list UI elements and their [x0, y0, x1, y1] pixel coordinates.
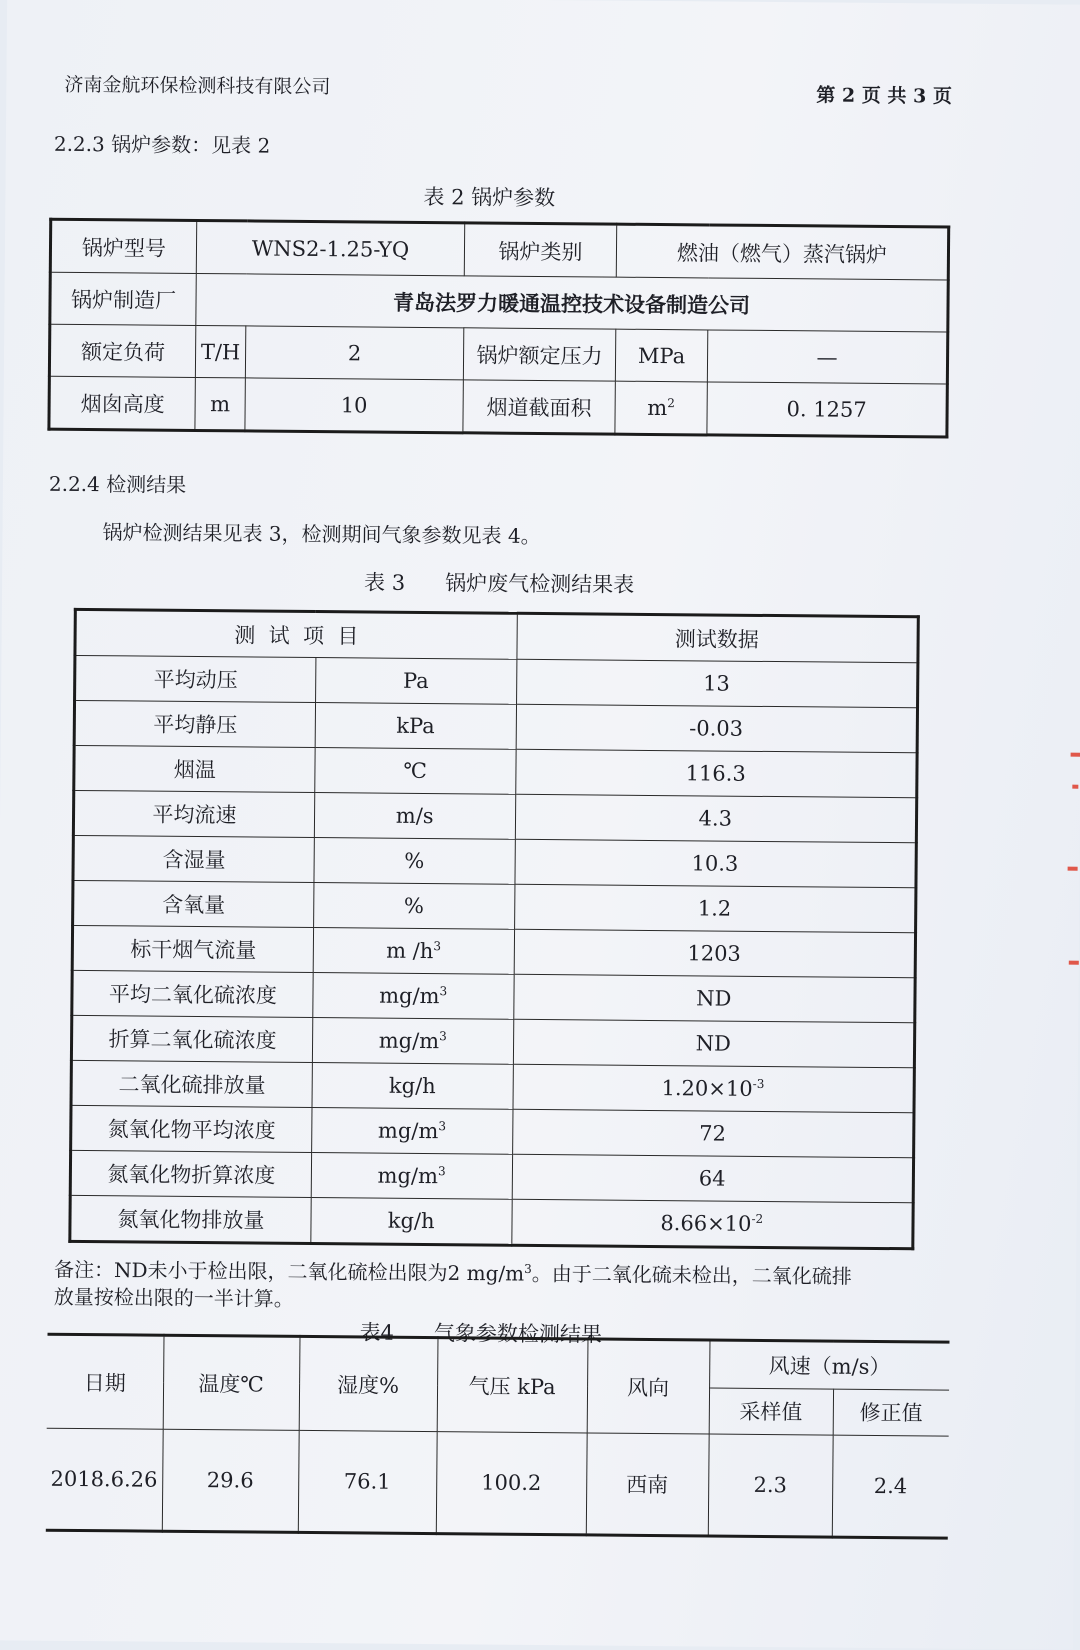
- value-text: ND: [695, 1031, 732, 1056]
- table2-caption: 表 2 锅炉参数: [423, 184, 556, 211]
- item-cell: 平均二氧化硫浓度: [72, 970, 313, 1017]
- header-data: 测试数据: [516, 613, 918, 663]
- table-row: [71, 1015, 914, 1067]
- unit-cell: [314, 793, 515, 840]
- humidity-cell: 76.1: [298, 1430, 437, 1533]
- date-cell: 2018.6.26: [46, 1428, 163, 1531]
- note-text-a: 备注：ND未小于检出限，二氧化硫检出限为2 mg/m: [53, 1257, 525, 1286]
- item-cell: 平均动压: [75, 655, 316, 702]
- value-cell: 0. 1257: [707, 382, 947, 437]
- item-cell: 含湿量: [73, 835, 314, 882]
- item-cell: 氮氧化物排放量: [70, 1195, 311, 1243]
- label-cell: 锅炉型号: [50, 219, 196, 273]
- item-cell: 烟温: [74, 745, 315, 792]
- header-humidity: 湿度%: [299, 1336, 438, 1431]
- value-text: -0.03: [689, 716, 744, 741]
- unit-superscript: 3: [433, 939, 442, 954]
- header-temperature: 温度℃: [163, 1335, 300, 1430]
- unit-text: %: [404, 848, 425, 873]
- item-cell: 氮氧化物折算浓度: [70, 1150, 311, 1197]
- temperature-cell: 29.6: [162, 1429, 299, 1532]
- unit-cell: [311, 1108, 512, 1155]
- unit-text: m/s: [395, 803, 434, 829]
- unit-cell: T/H: [195, 325, 245, 377]
- header-sampled-value: 采样值: [709, 1388, 833, 1436]
- unit-text: Pa: [402, 668, 429, 694]
- table-row: [73, 790, 916, 842]
- unit-superscript: 3: [437, 1164, 446, 1179]
- item-cell: 折算二氧化硫浓度: [71, 1015, 312, 1062]
- unit-superscript: 2: [667, 395, 676, 410]
- table-row: [75, 655, 918, 707]
- table-row: [71, 1060, 914, 1112]
- value-text: 64: [698, 1166, 726, 1191]
- unit-cell: [311, 1198, 512, 1246]
- value-text: 4.3: [698, 806, 733, 831]
- value-cell: [516, 704, 918, 753]
- unit-text: kPa: [396, 713, 435, 739]
- value-cell: [514, 884, 916, 933]
- value-cell: 青岛法罗力暖通温控技术设备制造公司: [196, 273, 948, 332]
- value-cell: [513, 1019, 915, 1068]
- item-cell: 含氧量: [73, 880, 314, 927]
- item-cell: 标干烟气流量: [72, 925, 313, 972]
- header-wind-direction: 风向: [587, 1339, 710, 1434]
- boiler-parameters-table: [47, 218, 950, 439]
- unit-cell: m: [195, 377, 245, 430]
- unit-text: mg/m: [377, 1163, 439, 1189]
- value-text: 1.2: [697, 896, 732, 921]
- value-cell: 2: [245, 326, 463, 380]
- value-cell: [515, 794, 917, 843]
- table-row: [49, 376, 947, 437]
- unit-cell: MPa: [615, 329, 707, 382]
- item-cell: 平均流速: [73, 790, 314, 837]
- unit-text: %: [403, 893, 425, 918]
- value-cell: WNS2-1.25-YQ: [196, 220, 464, 275]
- header-date: 日期: [47, 1334, 164, 1429]
- table-header-row: [75, 609, 918, 662]
- unit-superscript: 3: [438, 1119, 447, 1134]
- value-text: 116.3: [685, 761, 746, 786]
- sampled-value-cell: 2.3: [708, 1434, 833, 1537]
- value-cell: [515, 839, 917, 888]
- results-intro: 锅炉检测结果见表 3，检测期间气象参数见表 4。: [102, 520, 541, 548]
- header-item: 测 试 项 目: [75, 609, 517, 659]
- unit-cell: [314, 838, 515, 885]
- stamp-edge-mark: [1069, 961, 1079, 965]
- corrected-value-cell: 2.4: [832, 1435, 949, 1538]
- table-row: [70, 1150, 913, 1202]
- unit-text: mg/m: [377, 1118, 439, 1144]
- header-corrected-value: 修正值: [833, 1389, 949, 1436]
- table3-caption: 表 3 锅炉废气检测结果表: [363, 570, 635, 597]
- table-row: [72, 970, 915, 1022]
- unit-cell: [312, 1018, 513, 1065]
- table-row: [73, 835, 916, 887]
- pressure-cell: 100.2: [436, 1432, 587, 1535]
- note-text-b: 。由于二氧化硫未检出，二氧化硫排: [531, 1261, 852, 1289]
- value-cell: 燃油（燃气）蒸汽锅炉: [616, 224, 948, 280]
- value-text: 1.20×10: [661, 1076, 753, 1101]
- exhaust-results-table: [68, 608, 920, 1250]
- wind-direction-cell: 西南: [586, 1433, 709, 1536]
- value-text: 8.66×10: [660, 1211, 752, 1236]
- table-row: [74, 745, 917, 797]
- stamp-edge-mark: [1072, 785, 1078, 789]
- value-cell: [512, 1109, 914, 1158]
- value-text: 13: [703, 671, 730, 696]
- note-superscript: 3: [524, 1261, 532, 1276]
- value-cell: [512, 1154, 914, 1203]
- label-cell: 额定负荷: [49, 324, 195, 377]
- value-cell: [513, 1064, 915, 1113]
- unit-cell: [315, 658, 516, 705]
- weather-parameters-table: [46, 1333, 950, 1540]
- header-pressure: 气压 kPa: [437, 1338, 588, 1433]
- unit-text: mg/m: [378, 1028, 440, 1054]
- unit-cell: [313, 928, 514, 975]
- section-heading-224: 2.2.4 检测结果: [48, 471, 187, 497]
- value-cell: [516, 659, 918, 708]
- unit-text: mg/m: [379, 983, 440, 1009]
- unit-cell: [313, 973, 514, 1020]
- label-cell: 锅炉制造厂: [50, 272, 196, 325]
- stamp-edge-mark: [1068, 867, 1078, 871]
- table-row: [74, 700, 917, 752]
- value-superscript: -3: [752, 1076, 765, 1091]
- unit-cell: [311, 1153, 512, 1200]
- value-cell: [514, 929, 916, 978]
- label-cell: 烟道截面积: [463, 380, 615, 434]
- label-cell: 烟囱高度: [49, 376, 195, 430]
- table4-caption: 表4 气象参数检测结果: [359, 1320, 603, 1347]
- item-cell: 平均静压: [74, 700, 315, 747]
- header-wind-speed: 风速（m/s）: [709, 1340, 949, 1390]
- unit-text: ℃: [403, 758, 427, 784]
- unit-cell: [312, 1063, 513, 1110]
- table-row: [70, 1195, 913, 1248]
- stamp-edge-mark: [1071, 753, 1080, 757]
- table-row: [50, 219, 948, 280]
- label-cell: 锅炉类别: [464, 223, 616, 277]
- unit-text: kg/h: [388, 1073, 436, 1099]
- table-row: [73, 880, 916, 932]
- table-row: [46, 1428, 949, 1538]
- value-cell: 10: [245, 378, 463, 433]
- unit-cell: [315, 703, 516, 750]
- section-heading-223: 2.2.3 锅炉参数：见表 2: [53, 131, 271, 158]
- note-line-2: 放量按检出限的一半计算。: [53, 1284, 294, 1311]
- unit-superscript: 3: [439, 1029, 447, 1044]
- value-text: 72: [699, 1121, 727, 1146]
- item-cell: 氮氧化物平均浓度: [71, 1105, 312, 1152]
- value-cell: [515, 749, 917, 798]
- table-row: [50, 272, 948, 332]
- unit-text: m /h: [386, 938, 434, 964]
- company-name: 济南金航环保检测科技有限公司: [64, 73, 331, 99]
- unit-cell: [313, 883, 514, 930]
- value-text: 1203: [687, 941, 741, 966]
- exhaust-results-body: [70, 655, 918, 1248]
- table-row: [71, 1105, 914, 1157]
- value-superscript: -2: [751, 1211, 764, 1226]
- value-cell: [513, 974, 915, 1023]
- value-cell: —: [707, 330, 947, 384]
- value-text: ND: [696, 986, 732, 1011]
- item-cell: 二氧化硫排放量: [71, 1060, 312, 1107]
- page-number: 第 2 页 共 3 页: [816, 84, 952, 108]
- unit-cell: [615, 381, 707, 435]
- unit-superscript: 3: [439, 984, 448, 999]
- unit-text: kg/h: [387, 1208, 435, 1234]
- label-cell: 锅炉额定压力: [463, 328, 615, 381]
- unit-text: m: [647, 395, 668, 420]
- table-row: [72, 925, 915, 977]
- table-header-row: [47, 1334, 949, 1389]
- value-text: 10.3: [691, 851, 739, 876]
- unit-cell: [315, 748, 516, 795]
- value-cell: [511, 1199, 913, 1249]
- table-row: [49, 324, 947, 384]
